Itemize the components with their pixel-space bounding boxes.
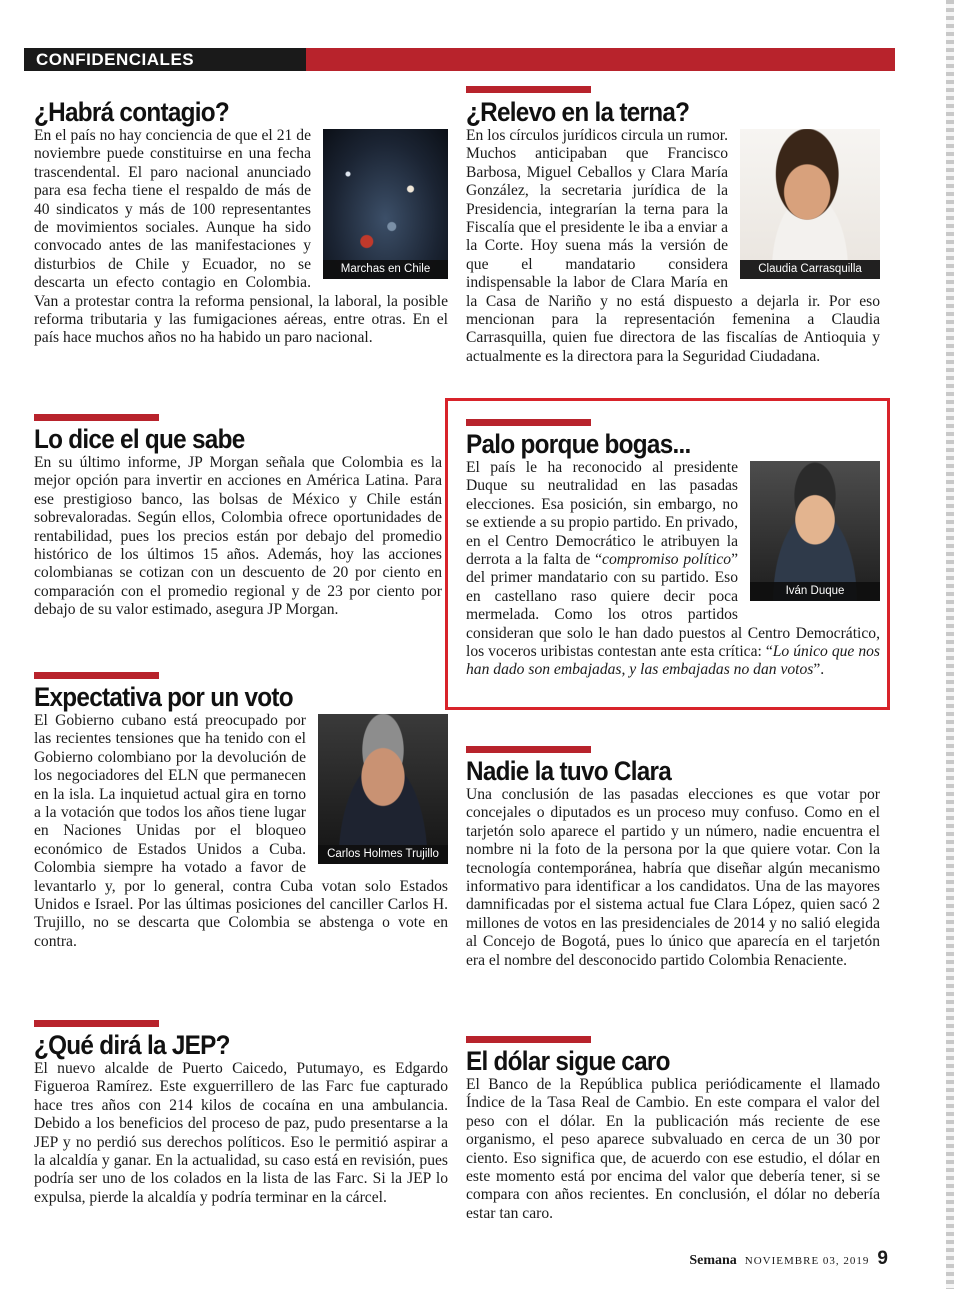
article-body: [466, 459, 880, 680]
article-text: Una conclusión de las pasadas elecciones es que votar por concejales o diputados es un proceso muy confuso. Como en el tarjetón solo aparece el partido y un número, nadie encuentra el nombre ni la foto de la persona por la que quiere votar. Con la tecnología contemporánea, habría que diseñar algún mecanismo informativo para identificar a los candidatos. Una de las mayores damnificadas por el sistema actual fue Clara López, quien sacó 2 millones de votos en las presidenciales de 2014 y no salió elegida al Concejo de Bogotá, pues lo único que aparecía en el tarjetón era el nombre del desconocido partido Colombia Renaciente.: [466, 786, 880, 969]
article-headline: El dólar sigue caro: [466, 1046, 670, 1076]
section-header-bar: [24, 48, 895, 71]
section-title: CONFIDENCIALES: [24, 48, 306, 71]
photo-caption: Iván Duque: [750, 582, 880, 601]
article-contagio: [34, 98, 448, 348]
red-accent-bar: [34, 1020, 159, 1027]
article-body: [466, 786, 880, 970]
red-accent-bar: [466, 419, 591, 426]
article-relevo: [466, 98, 880, 366]
article-text: ” del primer mandatario con su partido. Eso en castellano raso quiere decir poca mermelada. Como los otros partidos consideran que solo le han dado puestos al Centro Democrático, los voceros uribistas contestan ante esta crítica: “: [466, 551, 880, 661]
magazine-name: Semana: [689, 1253, 737, 1268]
article-quote: compromiso político: [602, 551, 732, 569]
article-body: [34, 127, 448, 348]
article-jep: [34, 1020, 448, 1207]
photo-caption: Marchas en Chile: [323, 260, 448, 279]
article-headline: ¿Qué dirá la JEP?: [34, 1030, 230, 1060]
photo-caption: Carlos Holmes Trujillo: [318, 845, 448, 864]
photo-caption: Claudia Carrasquilla: [740, 260, 880, 279]
page-number: 9: [877, 1248, 888, 1269]
photo-marchas-chile: [323, 129, 448, 279]
photo-ivan-duque: [750, 461, 880, 601]
article-body: [34, 454, 442, 620]
article-lodice: [34, 414, 442, 620]
red-accent-bar: [34, 672, 159, 679]
article-headline: Nadie la tuvo Clara: [466, 756, 672, 786]
article-text: ”.: [813, 661, 825, 679]
article-text: El país le ha reconocido al presidente Duque su neutralidad en las pasadas elecciones. Esa posición, sin embargo, no se extiende a su propio partido. En privado, en el Centro Democrático le atribuyen la derrota a la falta de “: [466, 459, 738, 569]
article-text: El Gobierno cubano está preocupado por las recientes tensiones que ha tenido con el Gobierno colombiano por la devolución de los negociadores del ELN que permanecen en la isla. La inquietud actual gira en torno a la votación que todos los años tiene lugar en Naciones Unidas por el bloqueo económico de Estados Unidos a Cuba. Colombia siempre ha votado a favor de levantarlo y, por lo general, contra Cuba votan solo Estados Unidos e Israel. Por las últimas posiciones del canciller Carlos H. Trujillo, no se descarta que Colombia se abstenga o vote en contra.: [34, 712, 448, 950]
article-palo: [466, 419, 880, 680]
article-text: En los círculos jurídicos circula un rumor. Muchos anticipaban que Francisco Barbosa, Miguel Ceballos y Clara María González, la secretaria jurídica de la Presidencia, integrarían la terna para la Fiscalía que el presidente le iba a enviar a la Corte. Hoy suena más la versión de que el mandatario considera indispensable la labor de Clara María en la Casa de Nariño y no está dispuesto a dejarla ir. Por eso mencionan para la representación femenina a Claudia Carrasquilla, quien fue directora de las fiscalías de Antioquia y actualmente es la directora para la Seguridad Ciudadana.: [466, 127, 880, 365]
article-dolar: [466, 1036, 880, 1223]
photo-claudia-carrasquilla: [740, 129, 880, 279]
page-edge: [946, 0, 954, 1289]
article-quote: Lo único que nos han dado son embajadas, y las embajadas no dan votos: [466, 643, 880, 679]
red-accent-bar: [466, 86, 591, 93]
article-text: En su último informe, JP Morgan señala que Colombia es la mejor opción para invertir en acciones en América Latina. Para ese prestigioso banco, las bolsas de México y Chile están sobrevaloradas. Según ellos, Colombia ofrece oportunidades de rentabilidad, pues los precios están por debajo del promedio histórico de los últimos 15 años. Además, hoy las acciones colombianas se cotizan con un descuento de 20 por ciento en comparación con el promedio regional y de 23 por ciento por debajo de su valor estimado, asegura JP Morgan.: [34, 454, 442, 619]
article-expectativa: [34, 672, 448, 951]
article-headline: Palo porque bogas...: [466, 429, 691, 459]
photo-carlos-holmes-trujillo: [318, 714, 448, 864]
article-body: [466, 1076, 880, 1223]
article-body: [466, 127, 880, 366]
red-accent-bar: [466, 1036, 591, 1043]
red-accent-bar: [466, 746, 591, 753]
article-headline: ¿Habrá contagio?: [34, 97, 230, 127]
article-body: [34, 712, 448, 951]
page-footer: [689, 1248, 888, 1270]
article-headline: Expectativa por un voto: [34, 682, 293, 712]
article-headline: ¿Relevo en la terna?: [466, 97, 690, 127]
article-text: El nuevo alcalde de Puerto Caicedo, Putumayo, es Edgardo Figueroa Ramírez. Este exguerrillero de las Farc fue capturado hace tres años con 214 kilos de cocaína en una ambulancia. Debido a los beneficios del proceso de paz, pudo presentarse a la JEP y no perdió sus derechos políticos. Eso le permitió aspirar a la alcaldía y ganar. En la actualidad, su caso está en revisión, pues podría ser uno de los colados en la lista de las Farc. Si la JEP lo expulsa, pierde la alcaldía y podría terminar en la cárcel.: [34, 1060, 448, 1206]
red-accent-bar: [34, 414, 159, 421]
issue-date: NOVIEMBRE 03, 2019: [744, 1255, 870, 1267]
article-nadie: [466, 746, 880, 970]
article-headline: Lo dice el que sabe: [34, 424, 245, 454]
article-body: [34, 1060, 448, 1207]
article-text: En el país no hay conciencia de que el 21 de noviembre puede constituirse en una fecha trascendental. El paro nacional anunciado para esa fecha tiene el respaldo de más de 40 sindicatos y más de 100 representantes de movimientos sociales. Aunque ha sido convocado antes de las manifestaciones y disturbios de Chile y Ecuador, no se descarta un efecto contagio en Colombia. Van a protestar contra la reforma pensional, la laboral, la posible reforma tributaria y las fumigaciones aéreas, entre otras. En el país hace muchos años no ha habido un paro nacional.: [34, 127, 448, 347]
article-text: El Banco de la República publica periódicamente el llamado Índice de la Tasa Real de Cambio. En este compara el valor del peso con el dólar. En la publicación más reciente de ese organismo, el peso aparece subvaluado en cerca de un 30 por ciento. Eso significa que, de acuerdo con ese estudio, el dólar en este momento está por encima del valor que debería tener, si se compara con años recientes. En conclusión, el dólar no debería estar tan caro.: [466, 1076, 880, 1222]
